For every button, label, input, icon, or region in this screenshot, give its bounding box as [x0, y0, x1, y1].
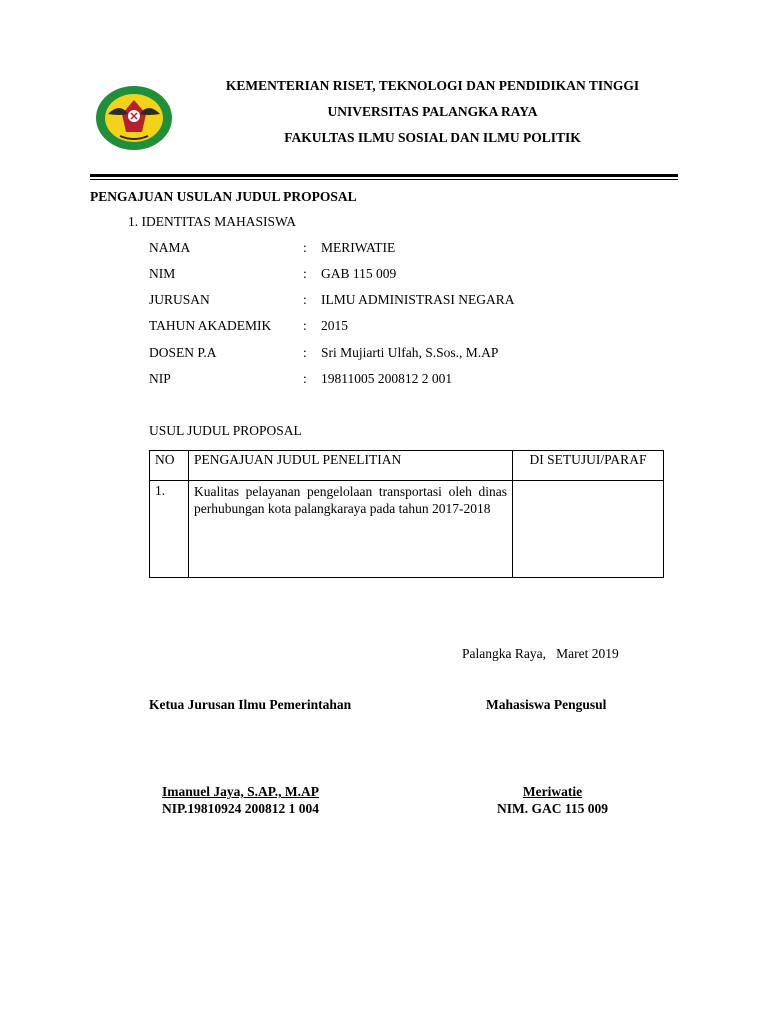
table-cell-no: 1.: [150, 481, 189, 578]
table-header-approval: DI SETUJUI/PARAF: [513, 451, 664, 481]
identity-label: NIM: [149, 266, 176, 281]
identity-colon: :: [303, 240, 307, 255]
signer-left-name: Imanuel Jaya, S.AP., M.AP: [162, 784, 320, 799]
proposal-table: [149, 450, 664, 578]
table-row: [150, 481, 664, 578]
university-seal-icon: [94, 84, 174, 152]
identity-label: DOSEN P.A: [149, 345, 217, 360]
place-date: Palangka Raya, Maret 2019: [462, 646, 619, 661]
identity-value: 19811005 200812 2 001: [321, 371, 453, 386]
identity-label: NIP: [149, 371, 171, 386]
header-faculty: FAKULTAS ILMU SOSIAL DAN ILMU POLITIK: [284, 130, 581, 145]
identity-colon: :: [303, 371, 307, 386]
signer-right-name: Meriwatie: [522, 784, 583, 799]
identity-colon: :: [303, 345, 307, 360]
signer-left-id: NIP.19810924 200812 1 004: [162, 801, 320, 816]
table-header-title: PENGAJUAN JUDUL PENELITIAN: [189, 451, 513, 481]
signer-right-role: Mahasiswa Pengusul: [486, 697, 607, 712]
identity-colon: :: [303, 292, 307, 307]
section-identity-heading: 1. IDENTITAS MAHASISWA: [128, 214, 297, 229]
table-header-row: [150, 451, 664, 481]
identity-value: 2015: [321, 318, 348, 333]
identity-value: MERIWATIE: [321, 240, 396, 255]
identity-colon: :: [303, 318, 307, 333]
signer-right-id: NIM. GAC 115 009: [497, 801, 608, 816]
identity-value: ILMU ADMINISTRASI NEGARA: [321, 292, 515, 307]
table-cell-title: Kualitas pelayanan pengelolaan transportasi oleh dinas perhubungan kota palangkaraya pada tahun 2017-2018: [189, 481, 513, 578]
doc-title: PENGAJUAN USULAN JUDUL PROPOSAL: [90, 189, 357, 204]
signer-left-role: Ketua Jurusan Ilmu Pemerintahan: [149, 697, 352, 712]
identity-label: JURUSAN: [149, 292, 210, 307]
table-cell-approval: [513, 481, 664, 578]
identity-label: NAMA: [149, 240, 191, 255]
header-university: UNIVERSITAS PALANGKA RAYA: [327, 104, 538, 119]
identity-value: GAB 115 009: [321, 266, 397, 281]
header-ministry: KEMENTERIAN RISET, TEKNOLOGI DAN PENDIDIKAN TINGGI: [225, 78, 640, 93]
identity-label: TAHUN AKADEMIK: [149, 318, 272, 333]
identity-colon: :: [303, 266, 307, 281]
university-logo: [94, 84, 174, 152]
header-divider-thick: [90, 174, 678, 177]
header-divider-thin: [90, 179, 678, 180]
proposal-heading: USUL JUDUL PROPOSAL: [149, 423, 302, 438]
table-header-no: NO: [150, 451, 189, 481]
identity-value: Sri Mujiarti Ulfah, S.Sos., M.AP: [321, 345, 499, 360]
